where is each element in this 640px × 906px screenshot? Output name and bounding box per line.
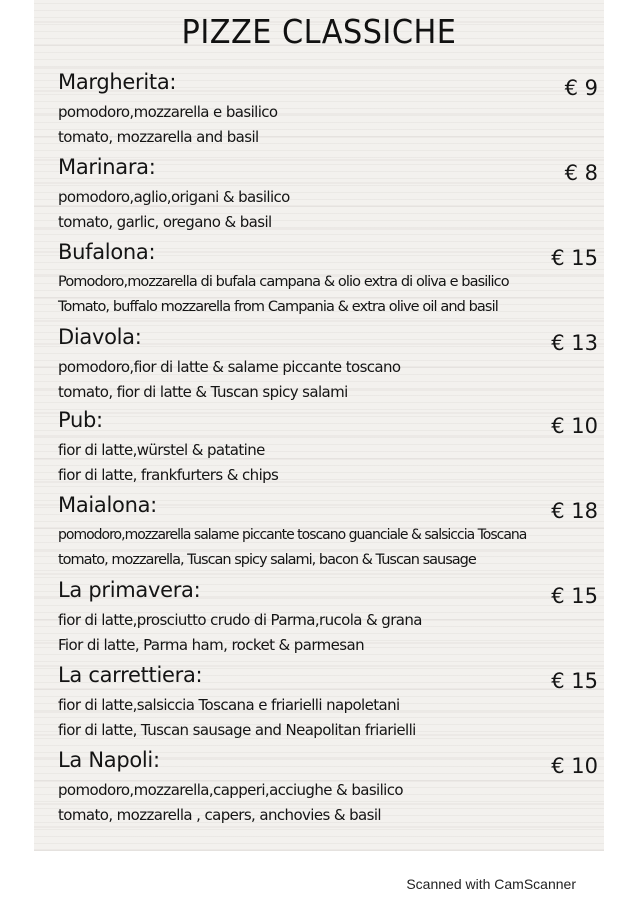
menu-item-description-en: tomato, garlic, oregano & basil	[58, 213, 272, 231]
menu-item-description-it: pomodoro,mozzarella e basilico	[58, 103, 278, 121]
menu-item-description-en: tomato, mozzarella , capers, anchovies & basil	[58, 806, 382, 824]
menu-item-price: € 15	[551, 669, 598, 693]
menu-item-header	[58, 408, 598, 438]
menu-item-header	[58, 155, 598, 185]
menu-item-name: Pub:	[58, 408, 103, 432]
menu-item-header	[58, 240, 598, 270]
menu-item-description-en: Tomato, buffalo mozzarella from Campania & extra olive oil and basil	[58, 299, 498, 315]
menu-item-name: Maialona:	[58, 493, 157, 517]
menu-item-price: € 8	[564, 161, 598, 185]
menu-title: PIZZE CLASSICHE	[181, 12, 457, 51]
menu-item-la-carrettiera	[58, 663, 598, 743]
menu-item-header	[58, 493, 598, 523]
menu-item-description-it: pomodoro,aglio,origani & basilico	[58, 188, 290, 206]
menu-item-pub	[58, 408, 598, 488]
menu-item-description-en: tomato, mozzarella, Tuscan spicy salami, bacon & Tuscan sausage	[58, 552, 476, 568]
menu-item-name: La Napoli:	[58, 748, 160, 772]
menu-item-description-en: Fior di latte, Parma ham, rocket & parmesan	[58, 636, 364, 654]
menu-item-bufalona	[58, 240, 598, 320]
menu-item-description-it: pomodoro,mozzarella,capperi,acciughe & basilico	[58, 781, 403, 799]
menu-item-price: € 15	[551, 584, 598, 608]
menu-item-price: € 18	[551, 499, 598, 523]
menu-item-la-primavera	[58, 578, 598, 658]
menu-item-price: € 9	[564, 76, 598, 100]
menu-item-header	[58, 325, 598, 355]
menu-item-price: € 10	[551, 414, 598, 438]
menu-item-header	[58, 663, 598, 693]
menu-item-description-it: fior di latte,würstel & patatine	[58, 441, 265, 459]
menu-item-name: Marinara:	[58, 155, 156, 179]
menu-item-description-it: fior di latte,salsiccia Toscana e friarielli napoletani	[58, 696, 400, 714]
menu-item-margherita	[58, 70, 598, 150]
menu-item-name: Diavola:	[58, 325, 142, 349]
menu-item-diavola	[58, 325, 598, 405]
menu-item-price: € 15	[551, 246, 598, 270]
menu-item-description-it: Pomodoro,mozzarella di bufala campana & olio extra di oliva e basilico	[58, 274, 509, 290]
menu-sheet	[34, 0, 604, 851]
menu-item-price: € 13	[551, 331, 598, 355]
menu-item-description-en: fior di latte, Tuscan sausage and Neapolitan friarielli	[58, 721, 416, 739]
menu-item-description-it: fior di latte,prosciutto crudo di Parma,rucola & grana	[58, 611, 422, 629]
menu-item-name: Margherita:	[58, 70, 177, 94]
menu-item-description-it: pomodoro,mozzarella salame piccante toscano guanciale & salsiccia Toscana	[58, 527, 527, 543]
menu-item-price: € 10	[551, 754, 598, 778]
menu-item-description-it: pomodoro,fior di latte & salame piccante toscano	[58, 358, 401, 376]
menu-item-header	[58, 748, 598, 778]
menu-item-name: La primavera:	[58, 578, 201, 602]
menu-item-description-en: tomato, mozzarella and basil	[58, 128, 259, 146]
menu-item-marinara	[58, 155, 598, 235]
menu-item-la-napoli	[58, 748, 598, 828]
menu-item-header	[58, 578, 598, 608]
menu-item-name: Bufalona:	[58, 240, 156, 264]
menu-item-description-en: fior di latte, frankfurters & chips	[58, 466, 279, 484]
menu-item-header	[58, 70, 598, 100]
menu-item-description-en: tomato, fior di latte & Tuscan spicy salami	[58, 383, 348, 401]
menu-item-name: La carrettiera:	[58, 663, 203, 687]
scanner-watermark: Scanned with CamScanner	[406, 876, 576, 892]
menu-item-maialona	[58, 493, 598, 573]
